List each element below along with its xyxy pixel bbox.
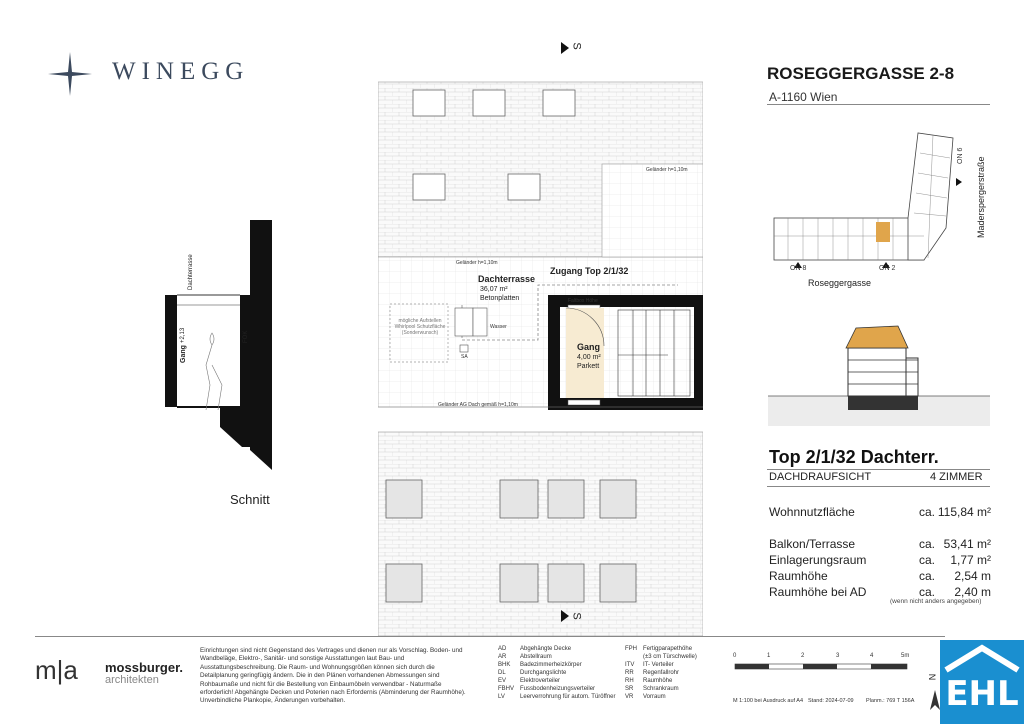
legend-abbreviations-1 — [498, 645, 622, 701]
area-row: Wohnnutzfläche ca. 115,84 m² — [769, 505, 991, 519]
section-height-label: +2,13 — [180, 327, 186, 343]
address-street: ROSEGGERGASSE 2-8 — [767, 64, 955, 83]
area-row: Raumhöhe bei AD ca. 2,40 m — [769, 585, 991, 599]
building-section-thumbnail — [768, 318, 990, 426]
on2-label: ON 2 — [879, 265, 896, 272]
legend-row: FPH Fertigparapethöhe — [625, 646, 693, 652]
unit-view: DACHDRAUFSICHT — [769, 471, 872, 483]
house-roof-icon — [940, 644, 1024, 674]
legend-row: FBHV Fussbodenheizungsverteiler — [498, 686, 596, 692]
plan-date: Stand: 2024-07-09 — [808, 698, 854, 704]
unit-title: Top 2/1/32 Dachterr. — [769, 447, 939, 467]
legend-row: LV Leerverrohrung für autom. Türöffner — [498, 694, 616, 700]
north-label: N — [927, 673, 938, 681]
architect-sub: architekten — [105, 674, 159, 686]
section-dachterrasse-label: Dachterrasse — [188, 254, 194, 290]
section-gang-label: Gang — [180, 345, 187, 363]
architect-mark: m|a — [35, 655, 78, 685]
ehl-logo — [940, 640, 1024, 724]
plan-number: Planm.: 769 T 156A — [866, 698, 915, 704]
legend-row: BHK Badezimmerheizkörper — [498, 662, 582, 668]
ehl-text: EHL — [945, 674, 1019, 714]
scale-tick: 0 — [733, 653, 737, 659]
legend-row: RR Regenfallrohr — [625, 670, 680, 676]
disclaimer: Einrichtungen sind nicht Gegenstand des Vertrages und dienen nur als Vorschlag. Boden- und Wandbeläge, Elektro-, Sanitär- und sonstige Ausstattungen laut Bau- und Ausstattungsbeschreibung. Die Raum- und Wohnungsgrößen können sich durch die Detailplanung geringfügig ändern. Die in den Plänen vorhandenen Abmessungen sind Rohbaumaße und nicht für die Bestellung von Einbaumöbeln verwendbar - Naturmaße erforderlich! Abgehängte Decken und Poterien nach Erfordernis (Abminderung der Raumhöhe). Unverbindliche Plankopie, Änderungen vorbehalten. — [200, 647, 466, 705]
faltbox-label: Faltbox Höhe — [568, 298, 598, 304]
room-floor: Parkett — [577, 363, 600, 370]
railing-bottom-label: Geländer AG Dach gemäß h=1,10m — [438, 402, 518, 408]
section-drawing — [160, 215, 280, 470]
wasser-label: Wasser — [490, 324, 507, 330]
scale-tick: 2 — [801, 653, 805, 659]
legend-row: VR Vorraum — [625, 694, 666, 700]
floor-plan — [378, 40, 703, 636]
address-city: A-1160 Wien — [769, 90, 838, 104]
legend-row: AR Abstellraum — [498, 654, 552, 660]
scale-bar — [733, 652, 913, 682]
sa-label: SA — [461, 354, 468, 360]
area-footnote: (wenn nicht anders angegeben) — [890, 598, 982, 605]
section-mark-bottom: S — [570, 612, 583, 620]
unit-rooms: 4 ZIMMER — [930, 471, 983, 483]
legend-abbreviations-2 — [625, 645, 703, 701]
divider — [767, 469, 990, 470]
terrace-area: 36,07 m² — [480, 286, 508, 293]
area-row: Balkon/Terrasse ca. 53,41 m² — [769, 537, 991, 551]
option-box-label: mögliche Aufstellen Whirlpool Schutzfläche (Sonderwunsch) — [394, 318, 446, 336]
scale-tick: 3 — [836, 653, 840, 659]
winegg-logo — [48, 52, 258, 96]
architect-name: mossburger. — [105, 660, 184, 675]
area-row: Einlagerungsraum ca. 1,77 m² — [769, 553, 991, 567]
terrace-floor: Betonplatten — [480, 295, 520, 302]
railing-mid-label: Geländer h=1,10m — [456, 260, 498, 266]
divider — [767, 104, 990, 105]
section-mark-top: S — [570, 42, 583, 50]
scale-tick: 5m — [901, 653, 910, 659]
star-logo-icon — [48, 52, 92, 96]
on6-label: ON 6 — [957, 147, 964, 164]
room-area: 4,00 m² — [577, 354, 601, 361]
scale-note: M 1:100 bei Ausdruck auf A4 — [733, 698, 804, 704]
legend-row: (±3 cm Türschwelle) — [643, 654, 697, 660]
section-fok-label: FOK — [243, 330, 249, 343]
north-arrow-icon — [930, 690, 940, 710]
section-caption: Schnitt — [230, 492, 270, 507]
legend-row: SR Schrankraum — [625, 686, 679, 692]
footer-divider — [35, 636, 945, 637]
architect-logo — [35, 655, 195, 695]
scale-tick: 4 — [870, 653, 874, 659]
railing-top-label: Geländer h=1,10m — [646, 167, 688, 173]
area-row: Raumhöhe ca. 2,54 m — [769, 569, 991, 583]
street-side-label: Maderspergerstraße — [976, 156, 986, 238]
legend-row: AD Abgehängte Decke — [498, 646, 572, 652]
terrace-name: Dachterrasse — [478, 274, 536, 284]
divider — [767, 486, 990, 487]
access-label: Zugang Top 2/1/32 — [550, 266, 629, 276]
legend-row: RH Raumhöhe — [625, 678, 673, 684]
room-name: Gang — [577, 342, 601, 352]
brand-name: WINEGG — [112, 58, 250, 85]
street-bottom-label: Roseggergasse — [808, 278, 872, 288]
legend-row: ITV IT- Verteiler — [625, 662, 674, 668]
scale-tick: 1 — [767, 653, 771, 659]
legend-row: EV Elektroverteiler — [498, 678, 561, 684]
legend-row: DL Durchgangslichte — [498, 670, 567, 676]
on8-label: ON 8 — [790, 265, 807, 272]
site-plan — [768, 118, 998, 293]
